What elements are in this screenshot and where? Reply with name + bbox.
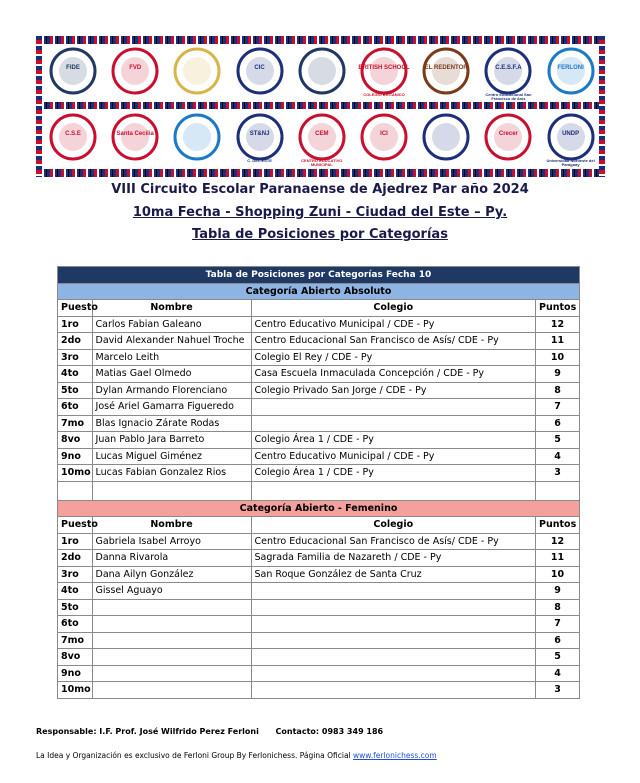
col-nombre-header: Nombre: [92, 300, 251, 317]
banner-border-left: [36, 36, 42, 177]
category-header-femenino: [58, 500, 580, 517]
name-cell: [92, 616, 251, 633]
banner-border-bottom: [36, 169, 605, 177]
table-row: [58, 566, 580, 583]
religious-school-logo: [170, 45, 224, 101]
idea-text: La Idea y Organización es exclusivo de Ferloni Group By Ferlonichess. Página Oficial: [36, 751, 351, 760]
cic-logo-text: CIC: [254, 65, 265, 71]
el-redentor-logo-text: EL REDENTOR: [424, 65, 468, 71]
school-cell: San Roque González de Santa Cruz: [251, 566, 536, 583]
table-row: [58, 382, 580, 399]
points-cell: 5: [536, 649, 580, 666]
fvd-crest-logo: [108, 45, 162, 101]
standings-table: [57, 266, 580, 699]
chess-club-logo: [295, 45, 349, 101]
table-row: [58, 583, 580, 600]
school-cell: [251, 599, 536, 616]
fide-chess-logo: [46, 45, 100, 101]
name-cell: [92, 682, 251, 699]
official-site-link[interactable]: www.ferlonichess.com: [353, 751, 437, 760]
british-school-logo-subtext: COLEGIO BRITANICO: [363, 92, 405, 97]
crecer-logo: [481, 111, 535, 167]
points-cell: 12: [536, 316, 580, 333]
name-cell: Lucas Fabian Gonzalez Rios: [92, 465, 251, 482]
table-row: [58, 533, 580, 550]
position-cell: 3ro: [58, 566, 93, 583]
table-row: [58, 682, 580, 699]
points-cell: 6: [536, 632, 580, 649]
points-cell: 4: [536, 448, 580, 465]
position-cell: 9no: [58, 448, 93, 465]
name-cell: Carlos Fabian Galeano: [92, 316, 251, 333]
undp-logo-text: UNDP: [562, 131, 580, 137]
category-title-absoluto: Categoría Abierto Absoluto: [58, 283, 580, 300]
cem-logo-text: CEM: [315, 131, 329, 137]
cesfa-logo: [481, 45, 535, 101]
banner-border-top: [36, 36, 605, 44]
name-cell: Dylan Armando Florenciano: [92, 382, 251, 399]
name-cell: Gabriela Isabel Arroyo: [92, 533, 251, 550]
position-cell: 8vo: [58, 432, 93, 449]
standings-title: Tabla de Posiciones por Categorías: [192, 227, 448, 242]
points-cell: 11: [536, 333, 580, 350]
position-cell: 5to: [58, 382, 93, 399]
colegio-crest-logo: [170, 111, 224, 167]
table-row: [58, 366, 580, 383]
footer-credits: [36, 751, 437, 760]
table-row: [58, 616, 580, 633]
points-cell: 9: [536, 583, 580, 600]
school-cell: [251, 649, 536, 666]
school-shield-logo: [419, 111, 473, 167]
cic-logo: [233, 45, 287, 101]
ici-logo: [357, 111, 411, 167]
col-puntos-header: Puntos: [536, 300, 580, 317]
school-cell: Colegio Área 1 / CDE - Py: [251, 465, 536, 482]
contacto-text: Contacto: 0983 349 186: [275, 727, 384, 736]
table-row: [58, 448, 580, 465]
school-cell: [251, 415, 536, 432]
position-cell: 4to: [58, 366, 93, 383]
ferloni-logo-text: FERLONI: [557, 65, 584, 71]
table-row: [58, 316, 580, 333]
school-cell: Centro Educativo Municipal / CDE - Py: [251, 316, 536, 333]
position-cell: 2do: [58, 550, 93, 567]
name-cell: [92, 665, 251, 682]
table-row: [58, 465, 580, 482]
name-cell: José Ariel Gamarra Figueredo: [92, 399, 251, 416]
name-cell: Juan Pablo Jara Barreto: [92, 432, 251, 449]
table-row: [58, 665, 580, 682]
category-title-femenino: Categoría Abierto - Femenino: [58, 500, 580, 517]
points-cell: 6: [536, 415, 580, 432]
crecer-logo-text: Crecer: [498, 131, 518, 137]
name-cell: [92, 632, 251, 649]
name-cell: Lucas Miguel Giménez: [92, 448, 251, 465]
school-cell: [251, 632, 536, 649]
santa-cecilia-logo: [108, 111, 162, 167]
name-cell: Dana Ailyn González: [92, 566, 251, 583]
santa-cecilia-logo-text: Santa Cecilia: [116, 131, 154, 137]
column-header-row-fem: [58, 517, 580, 534]
cesfa-logo-subtext: Centro Educacional San Francisco de Asís: [485, 92, 532, 102]
fvd-crest-logo-text: FVD: [129, 65, 142, 71]
school-cell: [251, 399, 536, 416]
name-cell: [92, 599, 251, 616]
table-row: [58, 599, 580, 616]
cem-logo: [295, 111, 349, 167]
name-cell: [92, 649, 251, 666]
sponsor-banner: [36, 36, 605, 177]
name-cell: Marcelo Leith: [92, 349, 251, 366]
el-redentor-logo: [419, 45, 473, 101]
table-row: [58, 333, 580, 350]
points-cell: 10: [536, 566, 580, 583]
points-cell: 3: [536, 465, 580, 482]
table-main-header-text: Tabla de Posiciones por Categorías Fecha 10: [58, 267, 580, 284]
school-cell: [251, 616, 536, 633]
points-cell: 7: [536, 399, 580, 416]
banner-border-right: [599, 36, 605, 177]
table-row: [58, 649, 580, 666]
col-colegio-header: Colegio: [251, 300, 536, 317]
event-date-location: 10ma Fecha - Shopping Zuni - Ciudad del Este – Py.: [132, 205, 508, 220]
position-cell: 7mo: [58, 415, 93, 432]
school-cell: Centro Educativo Municipal / CDE - Py: [251, 448, 536, 465]
name-cell: David Alexander Nahuel Troche: [92, 333, 251, 350]
position-cell: 6to: [58, 616, 93, 633]
school-cell: [251, 665, 536, 682]
table-row: [58, 432, 580, 449]
school-cell: Centro Educacional San Francisco de Asís/ CDE - Py: [251, 533, 536, 550]
cse-logo-text: C.S.E: [65, 131, 81, 137]
name-cell: Matias Gael Olmedo: [92, 366, 251, 383]
points-cell: 11: [536, 550, 580, 567]
undp-logo-subtext: Universidad Nordeste del Paraguay: [546, 158, 595, 168]
school-cell: Colegio Área 1 / CDE - Py: [251, 432, 536, 449]
points-cell: 9: [536, 366, 580, 383]
stnj-logo-subtext: C. DEL ESTE: [247, 158, 272, 163]
points-cell: 4: [536, 665, 580, 682]
stnj-logo: [233, 111, 287, 167]
points-cell: 12: [536, 533, 580, 550]
fide-chess-logo-text: FIDE: [66, 65, 80, 71]
points-cell: 5: [536, 432, 580, 449]
points-cell: 7: [536, 616, 580, 633]
table-row: [58, 349, 580, 366]
table-row: [58, 399, 580, 416]
col-puesto-header: Puesto: [58, 517, 93, 534]
position-cell: 10mo: [58, 682, 93, 699]
position-cell: 7mo: [58, 632, 93, 649]
stnj-logo-text: ST&NJ: [249, 131, 270, 137]
position-cell: 2do: [58, 333, 93, 350]
category-header-absoluto: [58, 283, 580, 300]
british-school-logo-text: BRITISH SCHOOL: [358, 65, 410, 71]
position-cell: 1ro: [58, 316, 93, 333]
school-cell: Colegio Privado San Jorge / CDE - Py: [251, 382, 536, 399]
points-cell: 8: [536, 599, 580, 616]
position-cell: 5to: [58, 599, 93, 616]
responsable-text: Responsable: I.F. Prof. José Wilfrido Perez Ferloni: [36, 727, 259, 736]
position-cell: 6to: [58, 399, 93, 416]
position-cell: 3ro: [58, 349, 93, 366]
school-cell: Centro Educacional San Francisco de Asís/ CDE - Py: [251, 333, 536, 350]
col-nombre-header: Nombre: [92, 517, 251, 534]
points-cell: 8: [536, 382, 580, 399]
undp-logo: [544, 111, 598, 167]
col-colegio-header: Colegio: [251, 517, 536, 534]
event-title: VIII Circuito Escolar Paranaense de Ajedrez Par año 2024: [111, 182, 529, 197]
name-cell: Danna Rivarola: [92, 550, 251, 567]
table-row: [58, 550, 580, 567]
name-cell: Blas Ignacio Zárate Rodas: [92, 415, 251, 432]
table-row: [58, 632, 580, 649]
column-header-row-abs: [58, 300, 580, 317]
points-cell: 3: [536, 682, 580, 699]
school-cell: Casa Escuela Inmaculada Concepción / CDE - Py: [251, 366, 536, 383]
position-cell: 8vo: [58, 649, 93, 666]
ici-logo-text: ICI: [380, 131, 388, 137]
school-cell: Colegio El Rey / CDE - Py: [251, 349, 536, 366]
points-cell: 10: [536, 349, 580, 366]
name-cell: Gissel Aguayo: [92, 583, 251, 600]
position-cell: 4to: [58, 583, 93, 600]
col-puntos-header: Puntos: [536, 517, 580, 534]
british-school-logo: [357, 45, 411, 101]
position-cell: 1ro: [58, 533, 93, 550]
col-puesto-header: Puesto: [58, 300, 93, 317]
banner-border-middle: [36, 102, 605, 109]
footer-contact: [36, 727, 383, 736]
school-cell: [251, 682, 536, 699]
position-cell: 10mo: [58, 465, 93, 482]
school-cell: Sagrada Familia de Nazareth / CDE - Py: [251, 550, 536, 567]
cesfa-logo-text: C.E.S.F.A: [495, 65, 522, 71]
cem-logo-subtext: CENTRO EDUCATIVO MUNICIPAL: [301, 158, 343, 168]
position-cell: 9no: [58, 665, 93, 682]
table-row: [58, 415, 580, 432]
table-main-header: [58, 267, 580, 284]
cse-logo: [46, 111, 100, 167]
ferloni-logo: [544, 45, 598, 101]
school-cell: [251, 583, 536, 600]
